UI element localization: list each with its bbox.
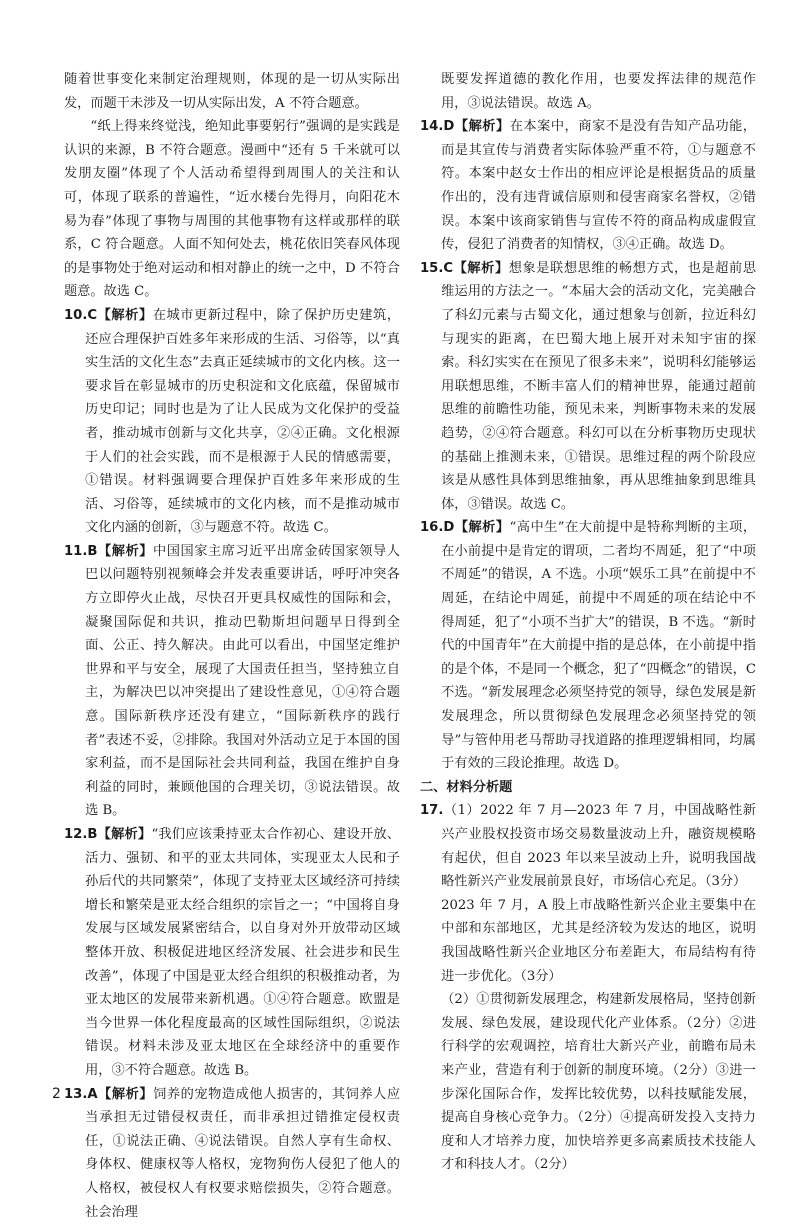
q13-continuation-text: 既要发挥道德的教化作用，也要发挥法律的规范作用，③说法错误。故选 A。 bbox=[441, 72, 756, 111]
question-14 bbox=[420, 115, 756, 257]
question-12 bbox=[64, 823, 400, 1083]
analysis-text: “高中生”在大前提中是特称判断的主项，在小前提中是肯定的谓项，二者均不周延，犯了“中项不周延”的错误，A 不选。小项“娱乐工具”在前提中不周延，在结论中周延，前提中不周延的项在结论中不得周延，犯了“小项不当扩大”的错误，B 不选。“新时代的中国青年”在大前提中指的是总体，在小前提中指的是个体，不是同一个概念，犯了“四概念”的错误，C 不选。“新发展理念必须坚持党的领导，绿色发展是新发展理念，所以贯彻绿色发展理念必须坚持党的领导”与管仲用老马帮助寻找道路的推理逻辑相同，均属于有效的三段论推理。故选 D。 bbox=[441, 520, 757, 772]
analysis-text: “我们应该秉持亚太合作初心、建设开放、活力、强韧、和平的亚太共同体，实现亚太人民和子孙后代的共同繁荣”，体现了支持亚太区域经济可持续增长和繁荣是亚太经合组织的宗旨之一；“中国将自身发展与区域发展紧密结合，以自身对外开放带动区域整体开放、积极促进地区经济发展、社会进步和民生改善”，体现了中国是亚太经合组织的积极推动者，为亚太地区的发展带来新机遇。①④符合题意。欧盟是当今世界一体化程度最高的区域性国际组织，②说法错误。材料未涉及亚太地区在全球经济中的重要作用，③不符合题意。故选 B。 bbox=[85, 827, 401, 1078]
answer-letter: C bbox=[443, 260, 454, 276]
question-13 bbox=[64, 1083, 400, 1224]
question-number: 10. bbox=[64, 307, 88, 323]
answer-letter: D bbox=[443, 119, 455, 135]
answer-letter: D bbox=[443, 520, 455, 536]
answer-letter: A bbox=[87, 1086, 98, 1102]
analysis-text: 在本案中，商家不是没有告知产品功能，而是其宣传与消费者实际体验严重不符，①与题意不符。本案中赵女士作出的相应评论是根据货品的质量作出的，没有违背诚信原则和侵害商家名誉权，②错误。本案中该商家销售与宣传不符的商品构成虚假宣传，侵犯了消费者的知情权，③④正确。故选 D。 bbox=[441, 119, 756, 253]
answer-part-1: （1）2022 年 7 月—2023 年 7 月，中国战略性新兴产业股权投资市场交易数量波动上升，融资规模略有起伏，但自 2023 年以来呈波动上升，说明我国战略性新兴产业发展前景良好，市场信心充足。（3分） bbox=[441, 803, 756, 890]
answer-letter: B bbox=[87, 827, 98, 842]
analysis-label: 【解析】 bbox=[454, 119, 510, 135]
analysis-label: 【解析】 bbox=[453, 260, 509, 276]
question-number: 11. bbox=[64, 543, 88, 559]
analysis-label: 【解析】 bbox=[97, 543, 154, 559]
question-number: 16. bbox=[420, 520, 444, 536]
analysis-text: 想象是联想思维的畅想方式，也是超前思维运用的方法之一。“本届大会的活动文化，完美融合了科幻元素与古蜀文化，通过想象与创新，拉近科幻与现实的距离，在巴蜀大地上展开对未知宇宙的探索。科幻实实在在预见了很多未来”，说明科幻能够运用联想思维，不断丰富人们的精神世界，能通过超前思维的前瞻性功能，预见未来，判断事物未来的发展趋势，②④符合题意。科幻可以在分析事物历史现状的基础上推测未来，①错误。思维过程的两个阶段应该是从感性具体到思维抽象，再从思维抽象到思维具体，③错误。故选 C。 bbox=[441, 260, 757, 512]
q9-continuation-text-2: “纸上得来终觉浅，绝知此事要躬行”强调的是实践是认识的来源，B 不符合题意。漫画中“还有 5 千米就可以发朋友圈”体现了个人活动希望得到周围人的关注和认可，体现了联系的普遍性，“近水楼台先得月，向阳花木易为春”体现了事物与周围的其他事物有这样或那样的联系，C 符合题意。人面不知何处去，桃花依旧笑春风体现的是事物处于绝对运动和相对静止的统一之中，D 不符合题意。故选 C。 bbox=[64, 119, 400, 300]
answer-part-2: （2）①贯彻新发展理念，构建新发展格局，坚持创新发展、绿色发展，建设现代化产业体系。（2分）②进行科学的宏观调控，培育壮大新兴产业，前瞻布局未来产业，营造有利于创新的制度环境。（2分）③进一步深化国际合作，发挥比较优势，以科技赋能发展，提高自身核心竞争力。（2分）④提高研发投入支持力度和人才培养力度，加快培养更多高素质技术技能人才和科技人才。（2分） bbox=[441, 992, 756, 1173]
left-column bbox=[64, 68, 400, 1224]
question-number: 13. bbox=[64, 1086, 88, 1102]
analysis-text: 在城市更新过程中，除了保护历史建筑，还应合理保护百姓多年来形成的生活、习俗等，以“真实生活的文化生态”去真正延续城市的文化内核。这一要求旨在彰显城市的历史积淀和文化底蕴，保留城市历史印记；同时也是为了让人民成为文化保护的受益者，推动城市创新与文化共享，②④正确。文化根源于人们的社会实践，而不是根源于人民的情感需要，①错误。材料强调要合理保护百姓多年来形成的生活、习俗等，延续城市的文化内核，而不是推动城市文化内涵的创新，③与题意不符。故选 C。 bbox=[85, 307, 401, 536]
analysis-label: 【解析】 bbox=[97, 1086, 154, 1102]
analysis-label: 【解析】 bbox=[97, 827, 152, 842]
analysis-text: 饲养的宠物造成他人损害的，其饲养人应当承担无过错侵权责任，而非承担过错推定侵权责任，①说法正确、④说法错误。自然人享有生命权、身体权、健康权等人格权，宠物狗伤人侵犯了他人的人格权，被侵权人有权要求赔偿损失，②符合题意。社会治理 bbox=[85, 1086, 401, 1220]
question-17 bbox=[420, 799, 756, 893]
question-11 bbox=[64, 540, 400, 823]
question-15 bbox=[420, 257, 756, 517]
question-number: 15. bbox=[420, 260, 444, 276]
analysis-label: 【解析】 bbox=[97, 307, 153, 323]
section-heading: 二、材料分析题 bbox=[420, 779, 513, 795]
question-10 bbox=[64, 304, 400, 540]
q9-continuation-text: 随着世事变化来制定治理规则，体现的是一切从实际出发，而题干未涉及一切从实际出发，A 不符合题意。 bbox=[64, 72, 400, 111]
analysis-text: 中国国家主席习近平出席金砖国家领导人巴以问题特别视频峰会并发表重要讲话，呼吁冲突各方立即停火止战，尽快召开更具权威性的国际和会，凝聚国际促和共识，推动巴勒斯坦问题早日得到全面、公正、持久解决。由此可以看出，中国坚定维护世界和平与安全，展现了大国责任担当，坚持独立自主，为解决巴以冲突提出了建设性意见，①④符合题意。国际新秩序还没有建立，“国际新秩序的践行者”表述不妥，②排除。我国对外活动立足于本国的国家利益，而不是国际社会共同利益，我国在维护自身利益的同时，兼顾他国的合理关切，③说法错误。故选 B。 bbox=[85, 543, 400, 819]
question-number: 12. bbox=[64, 827, 88, 842]
page-number: 2 bbox=[52, 1086, 61, 1102]
question-number: 17. bbox=[420, 803, 444, 819]
answer-part-1-continued: 2023 年 7 月，A 股上市战略性新兴企业主要集中在中部和东部地区，尤其是经济较为发达的地区，说明我国战略性新兴企业地区分布差距大，布局结构有待进一步优化。（3分） bbox=[441, 897, 756, 984]
answer-letter: C bbox=[87, 307, 98, 323]
right-column bbox=[420, 68, 756, 1177]
analysis-label: 【解析】 bbox=[454, 520, 510, 536]
answer-letter: B bbox=[87, 543, 98, 559]
question-16 bbox=[420, 516, 756, 776]
question-number: 14. bbox=[420, 119, 444, 135]
